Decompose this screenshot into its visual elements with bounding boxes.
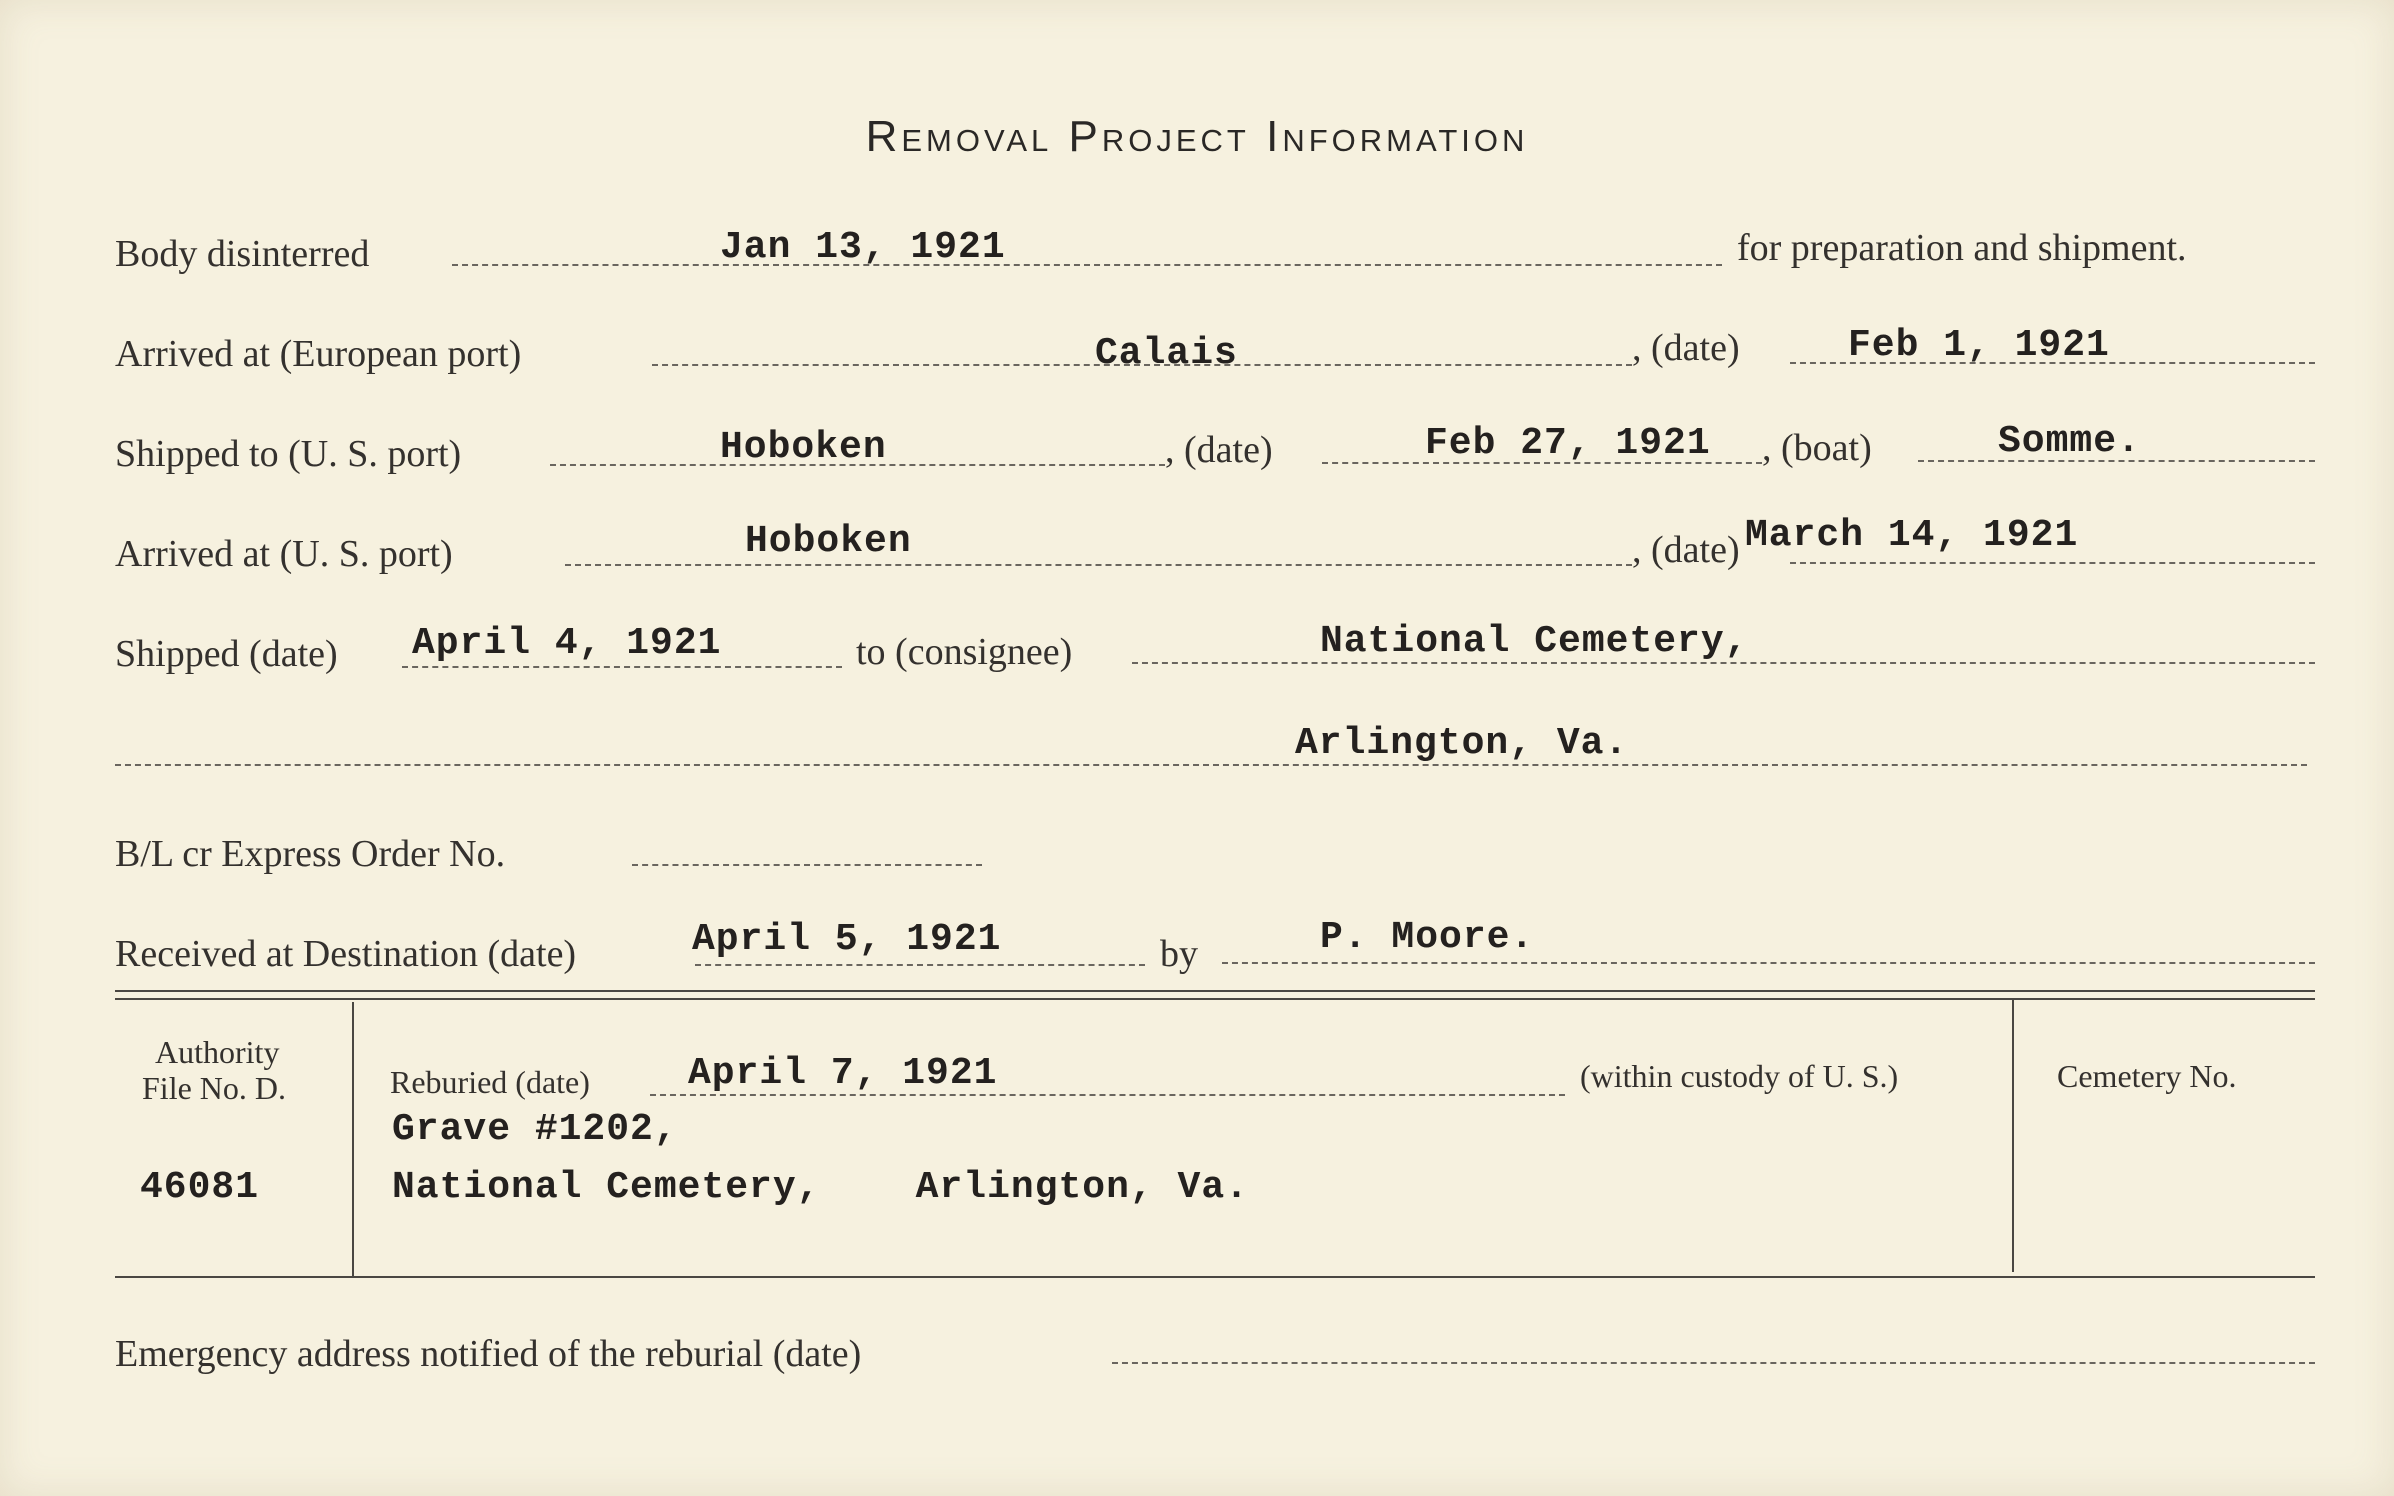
- shipped-date-label: Shipped (date): [115, 633, 338, 675]
- body-disinterred-label: Body disinterred: [115, 233, 370, 275]
- arrived-us-date-line: [1790, 562, 2315, 564]
- boat-label: , (boat): [1762, 427, 1872, 469]
- boat-value: Somme.: [1998, 420, 2141, 463]
- arrived-us-line: [565, 564, 1632, 566]
- body-disinterred-line: [452, 264, 1722, 266]
- box-divider-left: [352, 1002, 354, 1278]
- grave-line1: Grave #1202,: [392, 1108, 678, 1151]
- shipped-to-date-label: , (date): [1165, 429, 1273, 471]
- bl-line: [632, 864, 982, 866]
- arrived-european-date-label: , (date): [1632, 327, 1740, 369]
- shipped-date-value: April 4, 1921: [412, 622, 722, 665]
- received-value: April 5, 1921: [692, 918, 1002, 961]
- box-top-rule-2: [115, 998, 2315, 1000]
- arrived-us-date-label: , (date): [1632, 529, 1740, 571]
- received-label: Received at Destination (date): [115, 933, 577, 975]
- reburied-value: April 7, 1921: [688, 1052, 998, 1095]
- body-disinterred-value: Jan 13, 1921: [720, 226, 1006, 269]
- received-by-line: [1222, 962, 2315, 964]
- emergency-line: [1112, 1362, 2315, 1364]
- consignee-line2-value: Arlington, Va.: [1295, 722, 1629, 765]
- box-top-rule-1: [115, 990, 2315, 992]
- shipped-date-line: [402, 666, 842, 668]
- emergency-label: Emergency address notified of the reburial (date): [115, 1333, 862, 1375]
- grave-line2: National Cemetery, Arlington, Va.: [392, 1166, 1249, 1209]
- authority-value: 46081: [140, 1166, 260, 1209]
- box-bottom-rule: [115, 1276, 2315, 1278]
- box-divider-right: [2012, 1000, 2014, 1272]
- received-line: [695, 964, 1145, 966]
- received-by-value: P. Moore.: [1320, 916, 1535, 959]
- form-title: Removal Project Information: [865, 112, 1529, 161]
- consignee-line-2: [115, 764, 2307, 766]
- cemetery-no-label: Cemetery No.: [2057, 1058, 2237, 1094]
- arrived-us-value: Hoboken: [745, 520, 912, 563]
- body-disinterred-suffix: for preparation and shipment.: [1737, 227, 2187, 269]
- arrived-us-date-value: March 14, 1921: [1745, 514, 2079, 557]
- authority-label-1: Authority: [155, 1034, 280, 1070]
- arrived-us-label: Arrived at (U. S. port): [115, 533, 453, 575]
- reburied-label: Reburied (date): [390, 1064, 590, 1100]
- shipped-to-date-value: Feb 27, 1921: [1425, 422, 1711, 465]
- received-by-label: by: [1160, 933, 1198, 975]
- bl-label: B/L cr Express Order No.: [115, 833, 506, 875]
- consignee-line1-value: National Cemetery,: [1320, 620, 1749, 663]
- consignee-label: to (consignee): [856, 631, 1073, 673]
- authority-label-2: File No. D.: [142, 1070, 286, 1106]
- arrived-european-date-value: Feb 1, 1921: [1848, 324, 2110, 367]
- custody-label: (within custody of U. S.): [1580, 1058, 1899, 1094]
- arrived-european-label: Arrived at (European port): [115, 333, 522, 375]
- shipped-to-label: Shipped to (U. S. port): [115, 433, 462, 475]
- shipped-to-value: Hoboken: [720, 426, 887, 469]
- arrived-european-value: Calais: [1095, 332, 1238, 375]
